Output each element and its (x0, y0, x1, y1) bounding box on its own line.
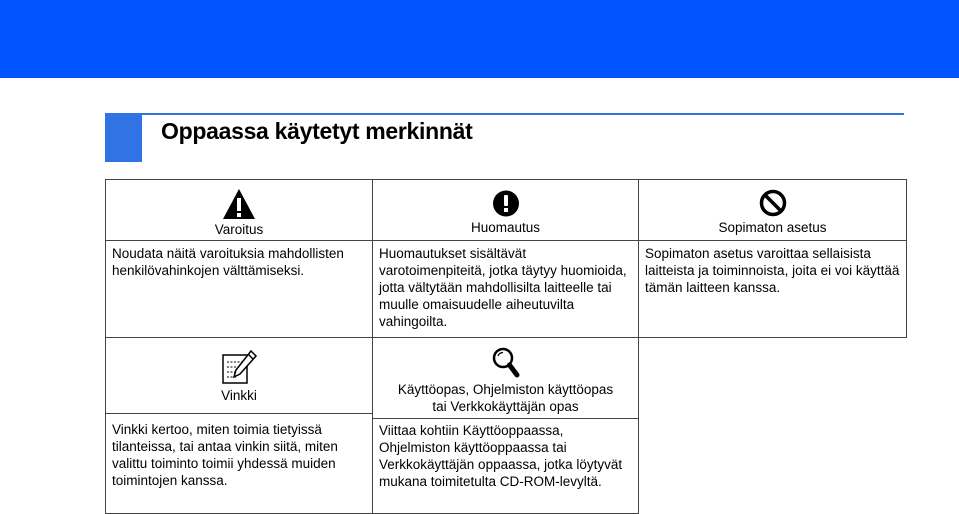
magnifier-icon (491, 346, 521, 378)
title-rule (142, 113, 904, 115)
warning-divider (106, 240, 372, 241)
reference-cell (372, 337, 639, 514)
note-pencil-icon (220, 348, 258, 386)
caution-heading: Huomautus (470, 220, 541, 235)
caution-divider (373, 240, 638, 241)
reference-divider (373, 418, 638, 419)
page-title: Oppaassa käytetyt merkinnät (161, 118, 473, 144)
prohibited-divider (639, 240, 906, 241)
caution-text: Huomautukset sisältävät varotoimenpiteitä, jotka täytyy huomioida, jotta vältytään mahdollisilta laitteelle tai muulle omaisuudelle aiheutuvilta vahingoilta. (379, 246, 627, 329)
note-cell (105, 337, 373, 514)
reference-text: Viittaa kohtiin Käyttöoppaassa, Ohjelmiston käyttöoppaassa tai Verkkokäyttäjän oppaassa, jotka löytyvät mukana toimitetulta CD-ROM-levyltä. (379, 423, 623, 489)
prohibited-heading: Sopimaton asetus (718, 220, 827, 235)
title-accent-block (105, 113, 142, 162)
prohibited-cell (638, 179, 907, 338)
note-divider (106, 413, 372, 414)
prohibited-icon (759, 189, 787, 217)
warning-heading: Varoitus (214, 222, 264, 237)
warning-triangle-icon (222, 188, 256, 220)
note-heading: Vinkki (221, 388, 257, 403)
warning-text: Noudata näitä varoituksia mahdollisten henkilövahinkojen välttämiseksi. (112, 246, 344, 278)
exclamation-circle-icon (492, 190, 519, 217)
prohibited-text: Sopimaton asetus varoittaa sellaisista laitteista ja toiminnoista, joita ei voi käyttää tämän laitteen kanssa. (645, 246, 900, 295)
top-color-band (0, 0, 959, 78)
caution-cell (372, 179, 639, 338)
warning-cell (105, 179, 373, 338)
reference-heading: Käyttöopas, Ohjelmiston käyttöopas tai Verkkokäyttäjän opas (397, 382, 614, 414)
note-text: Vinkki kertoo, miten toimia tietyissä tilanteissa, tai antaa vinkin siitä, miten valittu toiminto toimii yhdessä muiden toimintojen kanssa. (112, 422, 338, 488)
